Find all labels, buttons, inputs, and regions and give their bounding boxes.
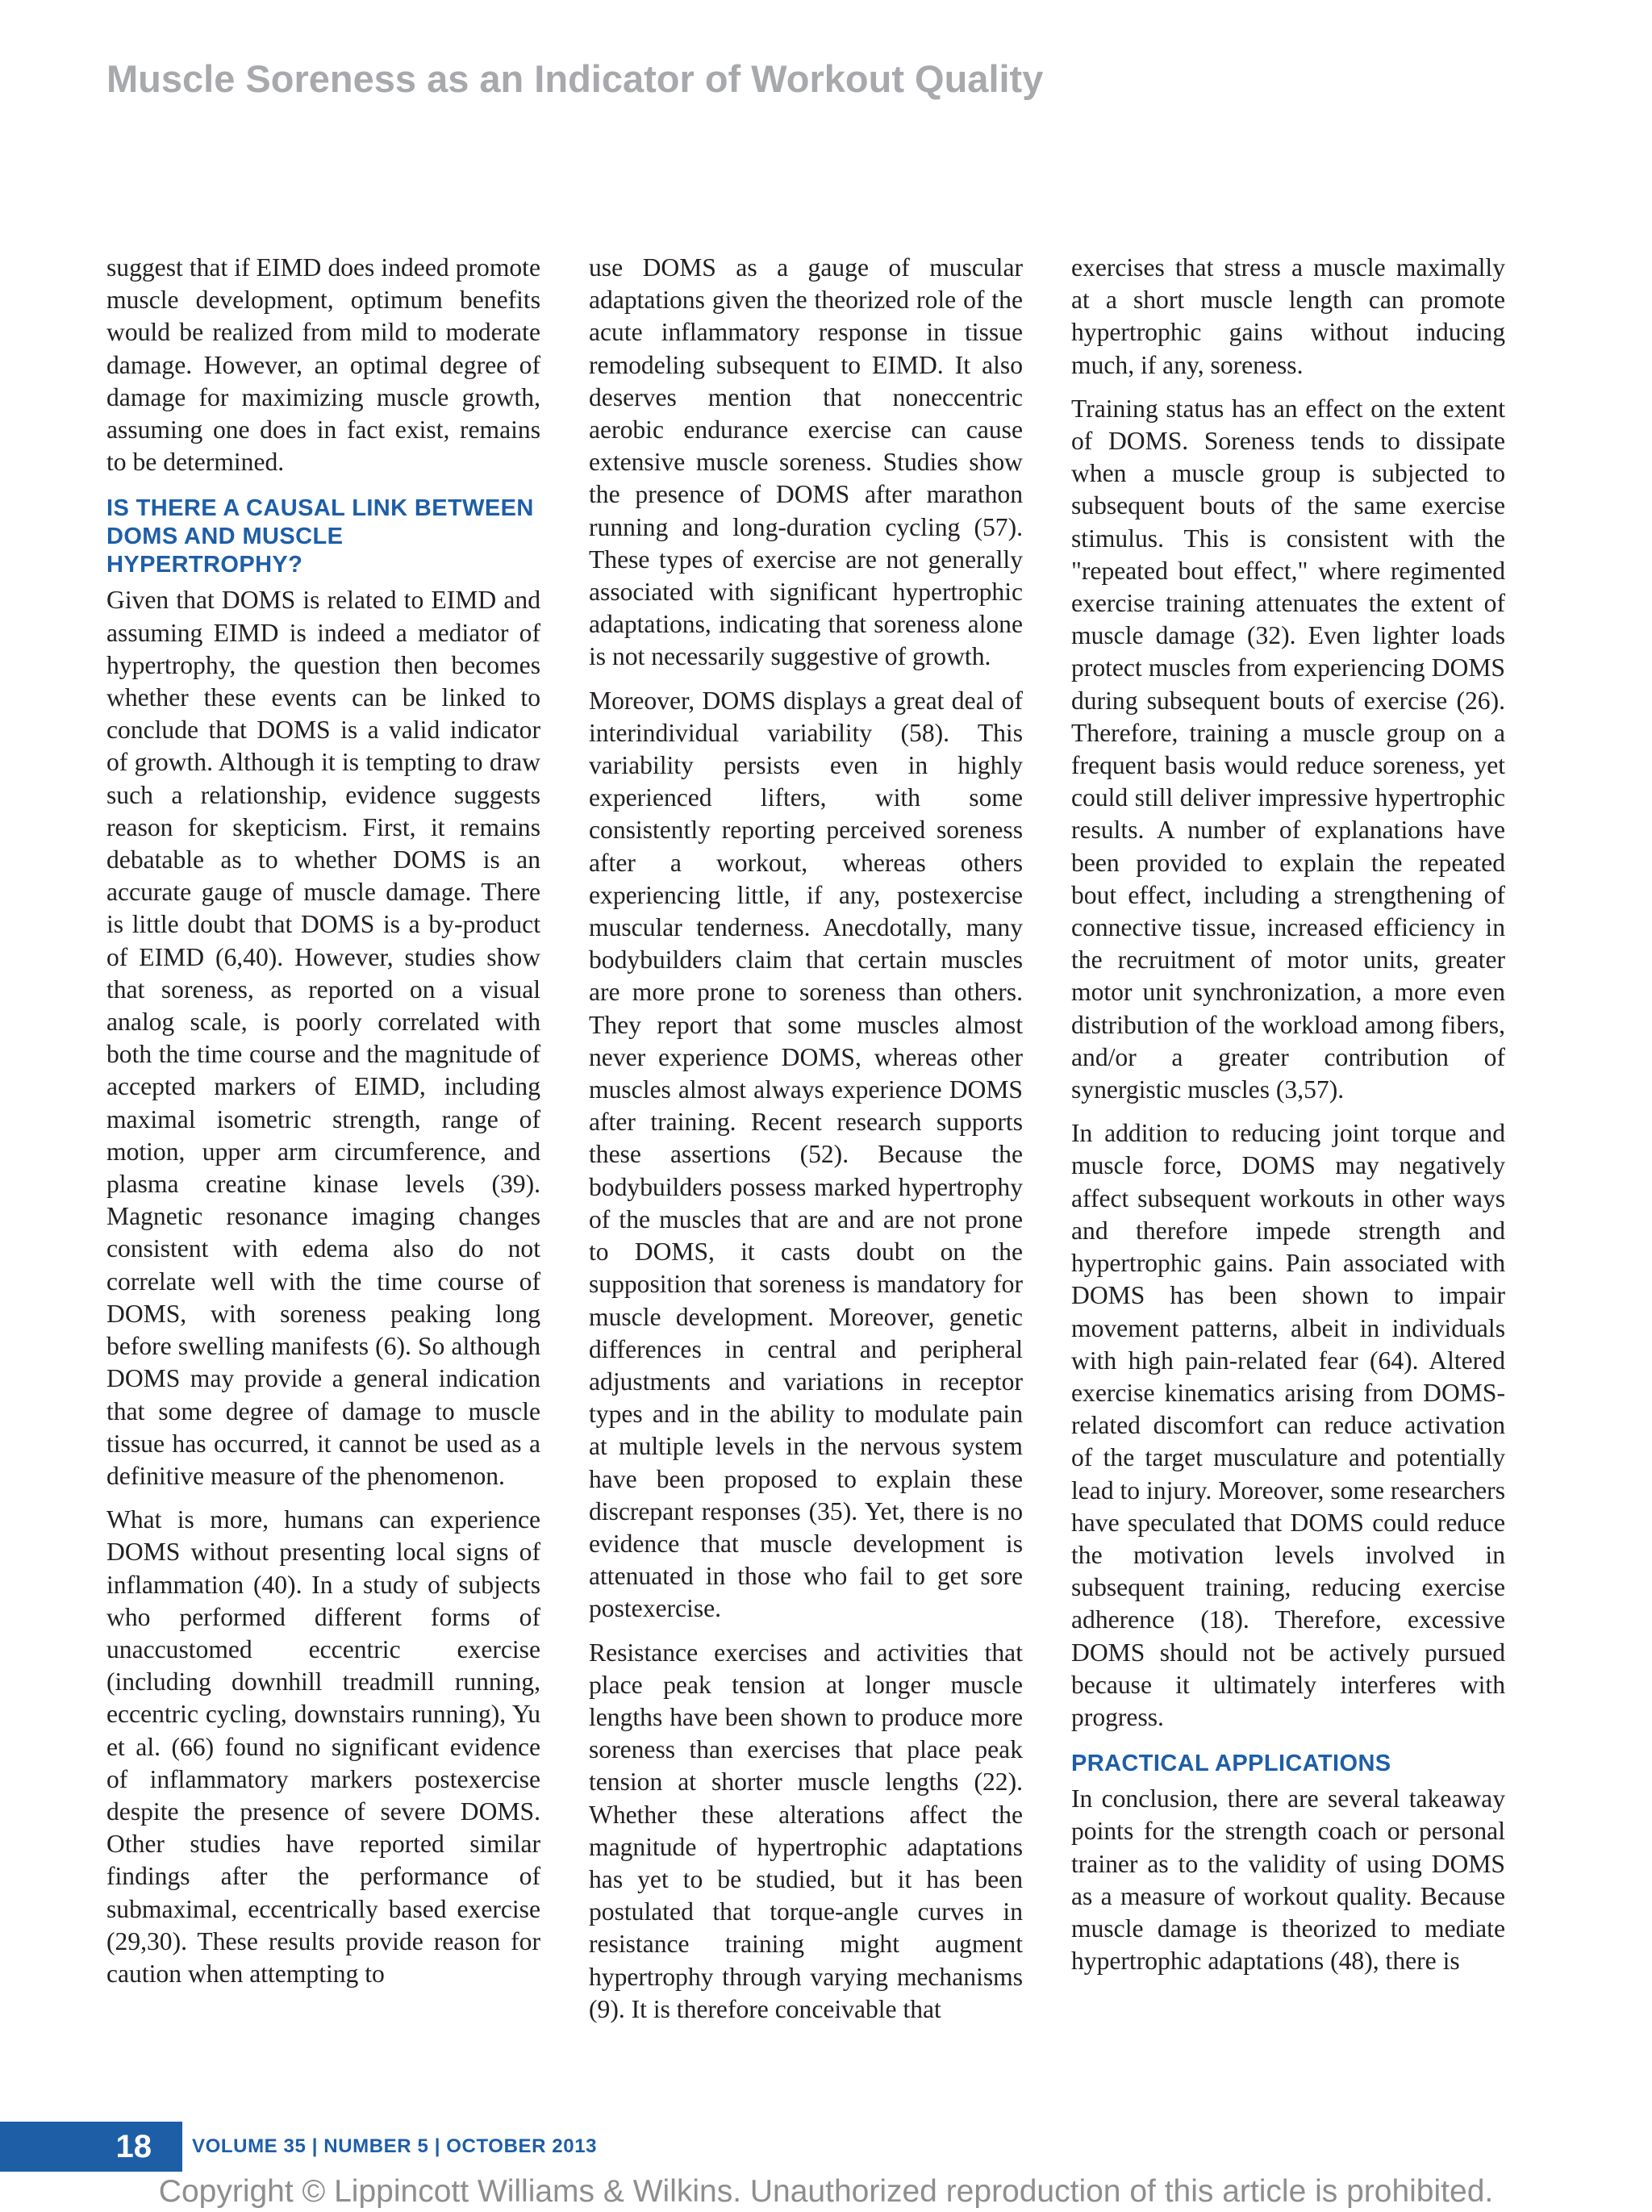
journal-folio: VOLUME 35 | NUMBER 5 | OCTOBER 2013 (192, 2135, 598, 2157)
paragraph: In conclusion, there are several takeaway points for the strength coach or personal trainer as to the validity of using DOMS as a measure of workout quality. Because muscle damage is theorized to mediate hypertrophic adaptations (48), there is (1071, 1784, 1505, 1976)
paragraph: In addition to reducing joint torque and muscle force, DOMS may negatively affect subsequent workouts in other ways and therefore impede strength and hypertrophic gains. Pain associated with DOMS has been shown to impair movement patterns, albeit in individuals with high pain-related fear (64). Altered exercise kinematics arising from DOMS-related discomfort can reduce activation of the target musculature and potentially lead to injury. Moreover, some researchers have speculated that DOMS could reduce the motivation levels involved in subsequent training, reducing exercise adherence (18). Therefore, excessive DOMS should not be actively pursued because it ultimately interferes with progress. (1071, 1119, 1505, 1731)
running-title: Muscle Soreness as an Indicator of Workout Quality (106, 57, 1044, 100)
copyright-notice: Copyright © Lippincott Williams & Wilkins. Unauthorized reproduction of this article is prohibited. (158, 2174, 1494, 2209)
paragraph: exercises that stress a muscle maximally at a short muscle length can promote hypertrophic gains without inducing much, if any, soreness. (1071, 253, 1505, 379)
paragraph: Given that DOMS is related to EIMD and assuming EIMD is indeed a mediator of hypertrophy, the question then becomes whether these events can be linked to conclude that DOMS is a valid indicator of growth. Although it is tempting to draw such a relationship, evidence suggests reason for skepticism. First, it remains debatable as to whether DOMS is an accurate gauge of muscle damage. There is little doubt that DOMS is a by-product of EIMD (6,40). However, studies show that soreness, as reported on a visual analog scale, is poorly correlated with both the time course and the magnitude of accepted markers of EIMD, including maximal isometric strength, range of motion, upper arm circumference, and plasma creatine kinase levels (39). Magnetic resonance imaging changes consistent with edema also do not correlate well with the time course of DOMS, with soreness peaking long before swelling manifests (6). So although DOMS may provide a general indication that some degree of damage to muscle tissue has occurred, it cannot be used as a definitive measure of the phenomenon. (106, 586, 540, 1490)
text-column-1 (106, 252, 540, 2001)
section-heading: PRACTICAL APPLICATIONS (1071, 1751, 1391, 1777)
paragraph: Training status has an effect on the extent of DOMS. Soreness tends to dissipate when a muscle group is subjected to subsequent bouts of the same exercise stimulus. This is consistent with the "repeated bout effect," where regimented exercise training attenuates the extent of muscle damage (32). Even lighter loads protect muscles from experiencing DOMS during subsequent bouts of exercise (26). Therefore, training a muscle group on a frequent basis would reduce soreness, yet could still deliver impressive hypertrophic results. A number of explanations have been provided to explain the repeated bout effect, including a strengthening of connective tissue, increased efficiency in the recruitment of motor units, greater motor unit synchronization, a more even distribution of the workload among fibers, and/or a greater contribution of synergistic muscles (3,57). (1071, 394, 1505, 1104)
paragraph: Resistance exercises and activities that place peak tension at longer muscle lengths have been shown to produce more soreness than exercises that place peak tension at shorter muscle lengths (22). Whether these alterations affect the magnitude of hypertrophic adaptations has yet to be studied, but it has been postulated that torque-angle curves in resistance training might augment hypertrophy through varying mechanisms (9). It is therefore conceivable that (589, 1638, 1023, 2023)
section-heading: IS THERE A CAUSAL LINK BETWEEN DOMS AND MUSCLE HYPERTROPHY? (106, 495, 534, 578)
paragraph: use DOMS as a gauge of muscular adaptations given the theorized role of the acute inflammatory response in tissue remodeling subsequent to EIMD. It also deserves mention that noneccentric aerobic endurance exercise can cause extensive muscle soreness. Studies show the presence of DOMS after marathon running and long-duration cycling (57). These types of exercise are not generally associated with significant hypertrophic adaptations, indicating that soreness alone is not necessarily suggestive of growth. (589, 253, 1023, 671)
text-column-2 (589, 252, 1023, 2037)
paragraph: What is more, humans can experience DOMS without presenting local signs of inflammation (40). In a study of subjects who performed different forms of unaccustomed eccentric exercise (including downhill treadmill running, eccentric cycling, downstairs running), Yu et al. (66) found no significant evidence of inflammatory markers postexercise despite the presence of severe DOMS. Other studies have reported similar findings after the performance of submaximal, eccentrically based exercise (29,30). These results provide reason for caution when attempting to (106, 1505, 540, 1988)
page-number: 18 (0, 2122, 182, 2172)
text-column-3 (1071, 252, 1505, 1989)
paragraph: suggest that if EIMD does indeed promote muscle development, optimum benefits would be realized from mild to moderate damage. However, an optimal degree of damage for maximizing muscle growth, assuming one does in fact exist, remains to be determined. (106, 253, 540, 477)
paragraph: Moreover, DOMS displays a great deal of interindividual variability (58). This variability persists even in highly experienced lifters, with some consistently reporting perceived soreness after a workout, whereas others experiencing little, if any, postexercise muscular tenderness. Anecdotally, many bodybuilders claim that certain muscles are more prone to soreness than others. They report that some muscles almost never experience DOMS, whereas other muscles almost always experience DOMS after training. Recent research supports these assertions (52). Because the bodybuilders possess marked hypertrophy of the muscles that are and are not prone to DOMS, it casts doubt on the supposition that soreness is mandatory for muscle development. Moreover, genetic differences in central and peripheral adjustments and variations in receptor types and in the ability to modulate pain at multiple levels in the nervous system have been proposed to explain these discrepant responses (35). Yet, there is no evidence that muscle development is attenuated in those who fail to get sore postexercise. (589, 686, 1023, 1623)
